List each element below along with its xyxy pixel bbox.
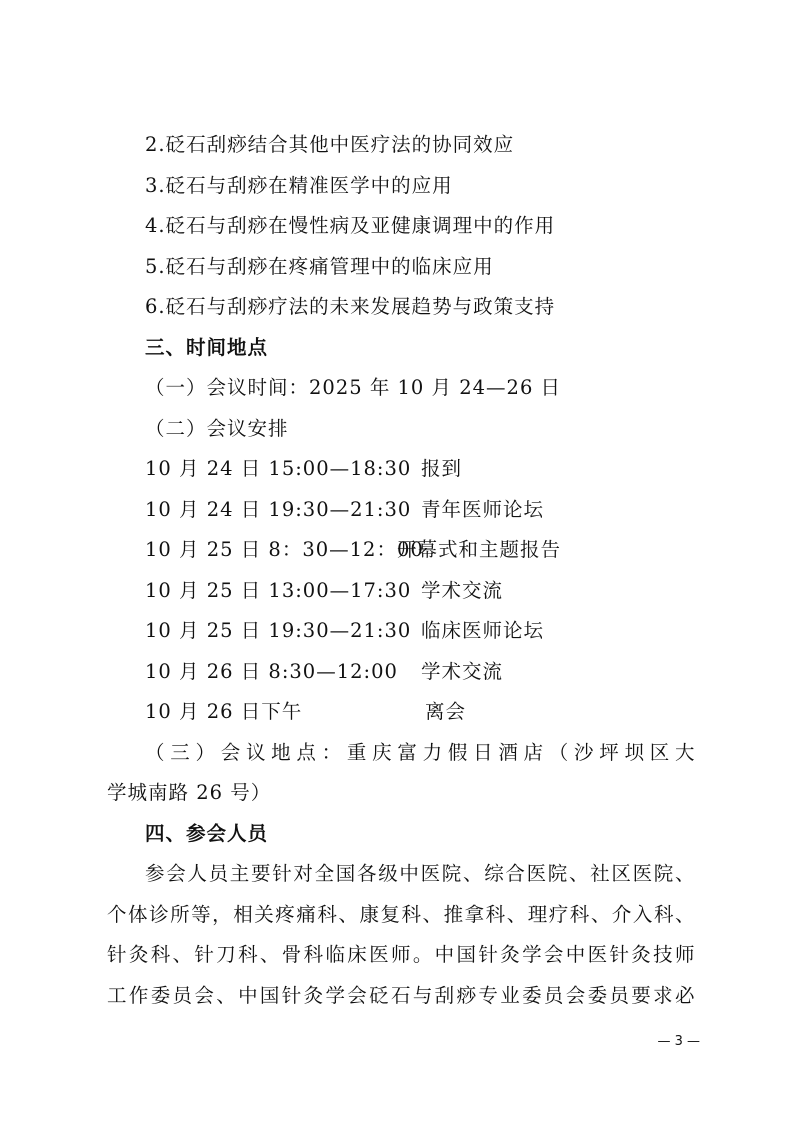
topic-item-4: 4.砭石与刮痧在慢性病及亚健康调理中的作用 — [145, 214, 556, 237]
meeting-venue-line2: 学城南路 26 号） — [107, 781, 272, 804]
schedule-time: 10 月 26 日下午 — [145, 700, 303, 723]
schedule-event: 临床医师论坛 — [421, 619, 545, 642]
topic-item-6: 6.砭石与刮痧疗法的未来发展趋势与政策支持 — [145, 295, 556, 318]
schedule-event: 报到 — [421, 457, 463, 480]
schedule-event: 离会 — [425, 700, 467, 723]
meeting-venue-line1: （三）会议地点：重庆富力假日酒店（沙坪坝区大 — [145, 741, 695, 764]
participants-paragraph-line: 参会人员主要针对全国各级中医院、综合医院、社区医院、 — [145, 862, 695, 885]
schedule-event: 学术交流 — [421, 660, 504, 683]
meeting-arrangement-label: （二）会议安排 — [145, 417, 289, 440]
meeting-time: （一）会议时间：2025 年 10 月 24—26 日 — [145, 376, 562, 399]
schedule-event: 学术交流 — [421, 579, 504, 602]
participants-paragraph-line: 个体诊所等，相关疼痛科、康复科、推拿科、理疗科、介入科、 — [107, 903, 695, 926]
schedule-event: 青年医师论坛 — [421, 498, 545, 521]
schedule-time: 10 月 25 日 19:30—21:30 — [145, 619, 412, 642]
schedule-time: 10 月 26 日 8:30—12:00 — [145, 660, 398, 683]
schedule-time: 10 月 25 日 8：30—12：00 — [145, 538, 424, 561]
participants-paragraph-line: 针灸科、针刀科、骨科临床医师。中国针灸学会中医针灸技师 — [107, 943, 695, 966]
topic-item-5: 5.砭石与刮痧在疼痛管理中的临床应用 — [145, 255, 494, 278]
schedule-time: 10 月 25 日 13:00—17:30 — [145, 579, 412, 602]
section-heading-time-location: 三、时间地点 — [145, 336, 269, 359]
topic-item-2: 2.砭石刮痧结合其他中医疗法的协同效应 — [145, 133, 515, 156]
participants-paragraph-line: 工作委员会、中国针灸学会砭石与刮痧专业委员会委员要求必 — [107, 984, 695, 1007]
schedule-event: 开幕式和主题报告 — [397, 538, 562, 561]
section-heading-participants: 四、参会人员 — [145, 822, 269, 845]
topic-item-3: 3.砭石与刮痧在精准医学中的应用 — [145, 174, 453, 197]
schedule-time: 10 月 24 日 19:30—21:30 — [145, 498, 412, 521]
page-number: — 3 — — [657, 1034, 700, 1049]
schedule-time: 10 月 24 日 15:00—18:30 — [145, 457, 412, 480]
